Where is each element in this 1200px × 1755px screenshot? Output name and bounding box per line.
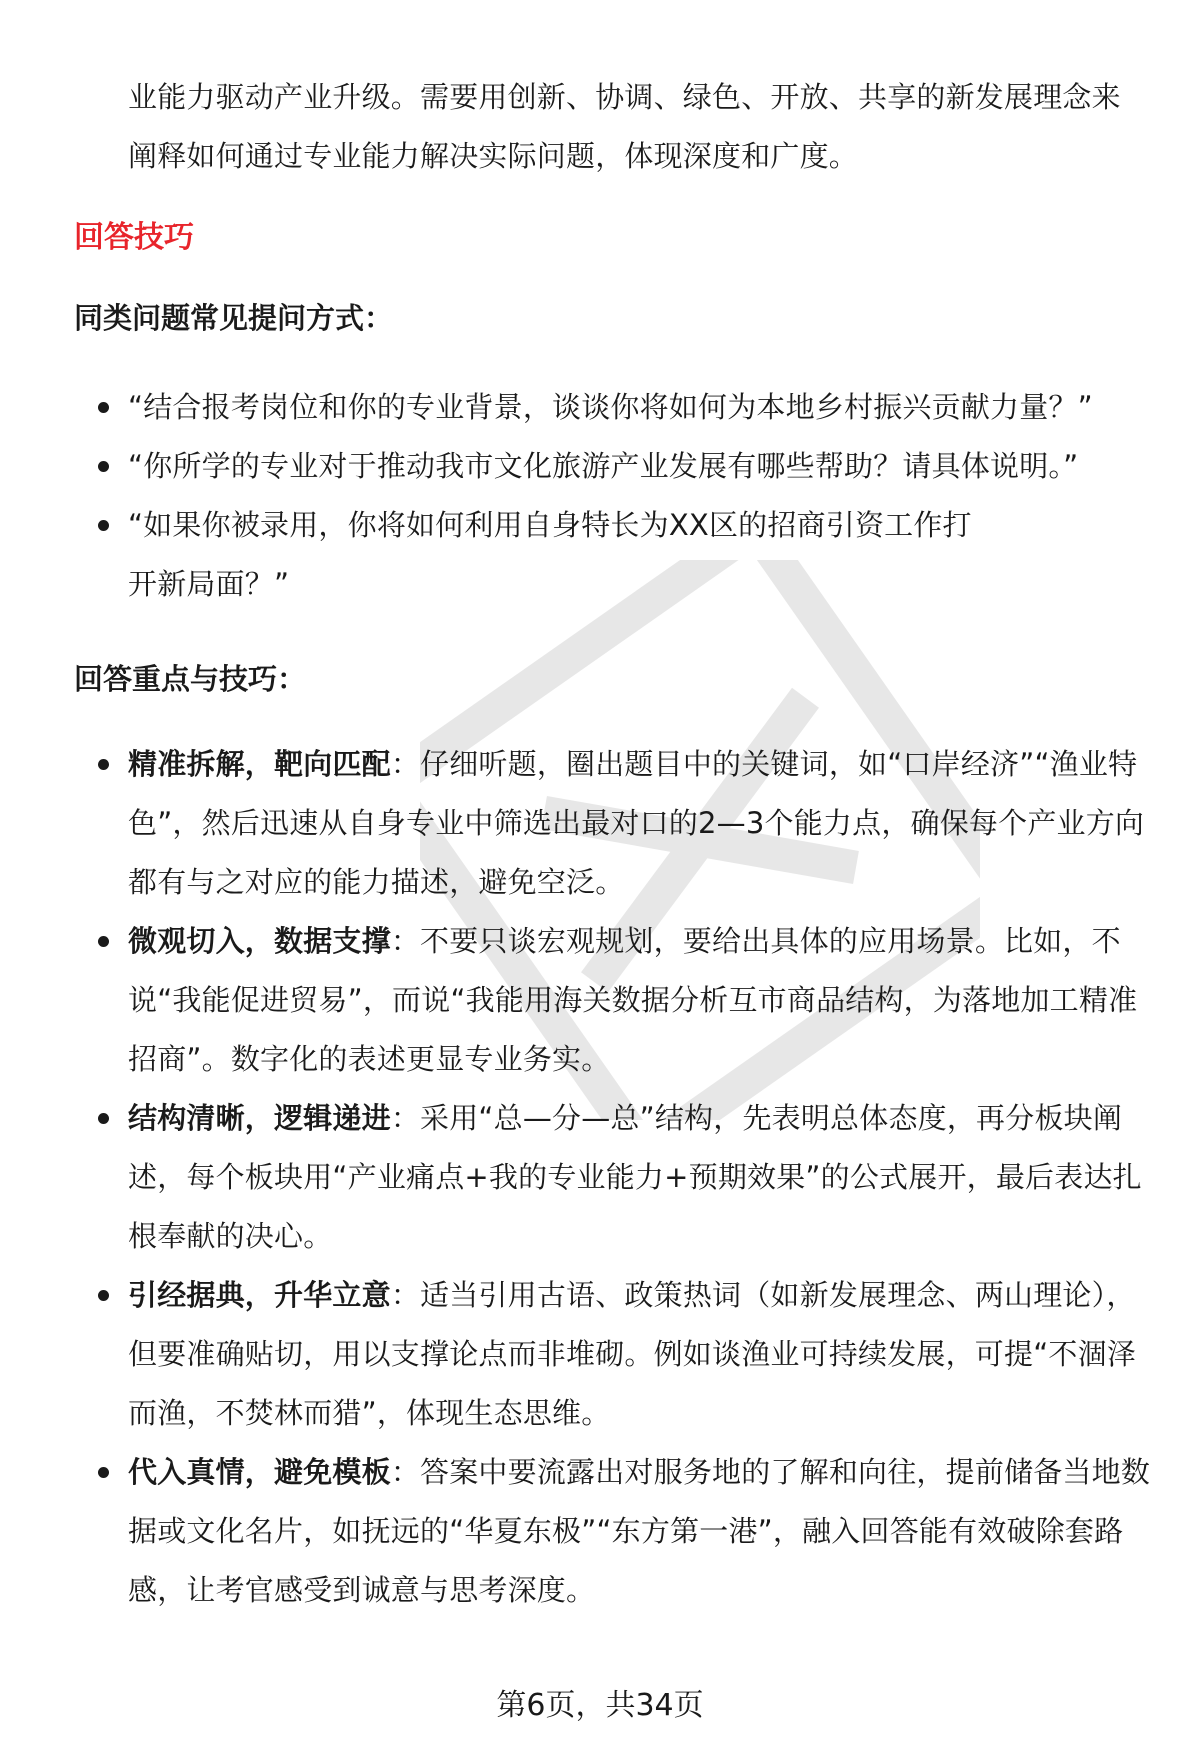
tip-title: 代入真情，避免模板	[128, 1455, 391, 1489]
tip-title: 精准拆解，靶向匹配	[128, 747, 391, 781]
similar-questions-heading: 同类问题常见提问方式：	[74, 301, 394, 335]
bullet-icon	[98, 520, 109, 531]
list-item	[0, 1266, 1200, 1443]
list-item	[0, 912, 1200, 1089]
list-item	[0, 496, 1200, 614]
list-item	[0, 1089, 1200, 1266]
bullet-icon	[98, 1113, 109, 1124]
tip-title: 结构清晰，逻辑递进	[128, 1101, 391, 1135]
tip-text: ：适当引用古语、政策热词（如新发展理念、两山理论），但要准确贴切，用以支撑论点而非堆砌。例如谈渔业可持续发展，可提“不涸泽而渔，不焚林而猎”，体现生态思维。	[128, 1278, 1137, 1430]
bullet-icon	[98, 402, 109, 413]
question-text: “结合报考岗位和你的专业背景，谈谈你将如何为本地乡村振兴贡献力量？”	[128, 390, 1093, 424]
intro-paragraph: 业能力驱动产业升级。需要用创新、协调、绿色、开放、共享的新发展理念来阐释如何通过专业能力解决实际问题，体现深度和广度。	[128, 80, 1121, 173]
list-item	[0, 437, 1200, 496]
tip-title: 引经据典，升华立意	[128, 1278, 391, 1312]
bullet-icon	[98, 461, 109, 472]
section-title: 回答技巧	[74, 220, 194, 255]
tip-text: ：采用“总—分—总”结构，先表明总体态度，再分板块阐述，每个板块用“产业痛点+我的专业能力+预期效果”的公式展开，最后表达扎根奉献的决心。	[128, 1101, 1142, 1253]
list-item	[0, 378, 1200, 437]
tip-text: ：不要只谈宏观规划，要给出具体的应用场景。比如，不说“我能促进贸易”，而说“我能用海关数据分析互市商品结构，为落地加工精准招商”。数字化的表述更显专业务实。	[128, 924, 1138, 1076]
tip-text: ：仔细听题，圈出题目中的关键词，如“口岸经济”“渔业特色”，然后迅速从自身专业中筛选出最对口的2—3个能力点，确保每个产业方向都有与之对应的能力描述，避免空泛。	[128, 747, 1145, 899]
page-number: 第6页，共34页	[496, 1688, 704, 1723]
bullet-icon	[98, 1290, 109, 1301]
bullet-icon	[98, 1467, 109, 1478]
tip-title: 微观切入，数据支撑	[128, 924, 391, 958]
list-item	[0, 1443, 1200, 1620]
list-item	[0, 735, 1200, 912]
question-text: “如果你被录用，你将如何利用自身特长为XX区的招商引资工作打开新局面？”	[128, 508, 972, 601]
tips-list	[0, 735, 1200, 1620]
similar-questions-list	[0, 378, 1200, 614]
tips-heading: 回答重点与技巧：	[74, 662, 307, 696]
tip-text: ：答案中要流露出对服务地的了解和向往，提前储备当地数据或文化名片，如抚远的“华夏东极”“东方第一港”，融入回答能有效破除套路感，让考官感受到诚意与思考深度。	[128, 1455, 1151, 1607]
question-text: “你所学的专业对于推动我市文化旅游产业发展有哪些帮助？请具体说明。”	[128, 449, 1079, 483]
bullet-icon	[98, 759, 109, 770]
bullet-icon	[98, 936, 109, 947]
